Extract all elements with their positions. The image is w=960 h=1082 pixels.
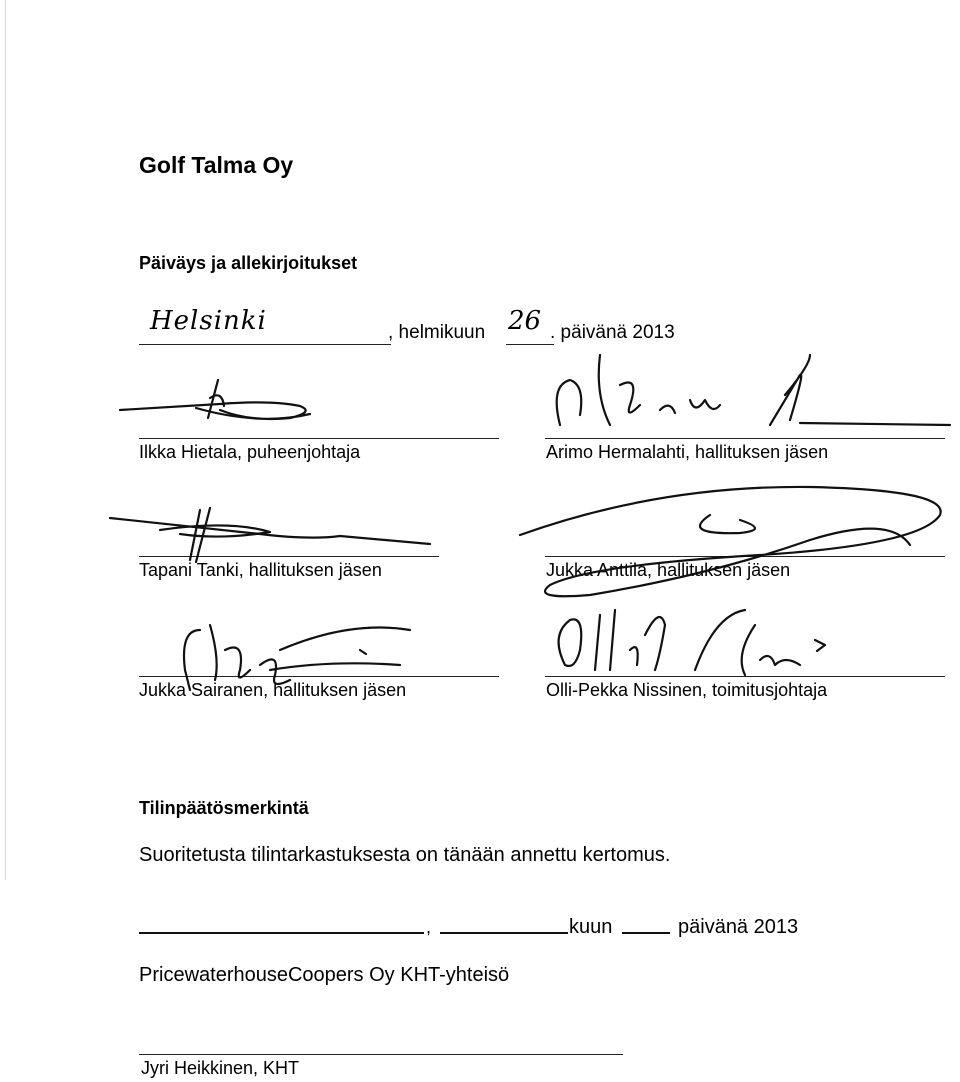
signatory-name-5: Jukka Sairanen, hallituksen jäsen [139, 680, 407, 700]
signature-jukka-anttila [510, 475, 960, 605]
audit-date-comma: , [426, 917, 432, 937]
signature-arimo-hermalahti [540, 345, 960, 435]
page-edge-line [5, 0, 6, 880]
signature-ilkka-hietala [100, 360, 330, 440]
signatory-name-1: Ilkka Hietala, puheenjohtaja [139, 442, 361, 462]
auditor-signature-line [139, 1054, 623, 1055]
signatory-name-6: Olli-Pekka Nissinen, toimitusjohtaja [546, 680, 828, 700]
place-line [139, 344, 391, 345]
day-handwritten: 26 [508, 306, 542, 336]
audit-day-line [622, 932, 670, 934]
audit-date-suffix: päivänä 2013 [678, 916, 799, 938]
signature-tapani-tanki [100, 500, 440, 570]
audit-heading: Tilinpäätösmerkintä [139, 798, 309, 818]
month-text: , helmikuun [388, 322, 486, 343]
signature-jukka-sairanen [170, 610, 430, 690]
audit-date-kuun: kuun [569, 916, 613, 938]
auditor-name: Jyri Heikkinen, KHT [141, 1058, 300, 1078]
dates-heading: Päiväys ja allekirjoitukset [139, 253, 358, 273]
audit-month-line [440, 932, 568, 934]
signatory-name-2: Arimo Hermalahti, hallituksen jäsen [546, 442, 829, 462]
company-name: Golf Talma Oy [139, 152, 294, 178]
audit-statement: Suoritetusta tilintarkastuksesta on tänään annettu kertomus. [139, 844, 671, 866]
audit-firm: PricewaterhouseCoopers Oy KHT-yhteisö [139, 964, 510, 986]
date-suffix-text: . päivänä 2013 [550, 322, 675, 343]
place-handwritten: Helsinki [150, 306, 267, 336]
signature-olli-pekka-nissinen [545, 595, 865, 685]
signature-line-2 [545, 438, 945, 439]
audit-place-line [139, 932, 424, 934]
signatory-name-3: Tapani Tanki, hallituksen jäsen [139, 560, 382, 580]
signatory-name-4: Jukka Anttila, hallituksen jäsen [546, 560, 791, 580]
